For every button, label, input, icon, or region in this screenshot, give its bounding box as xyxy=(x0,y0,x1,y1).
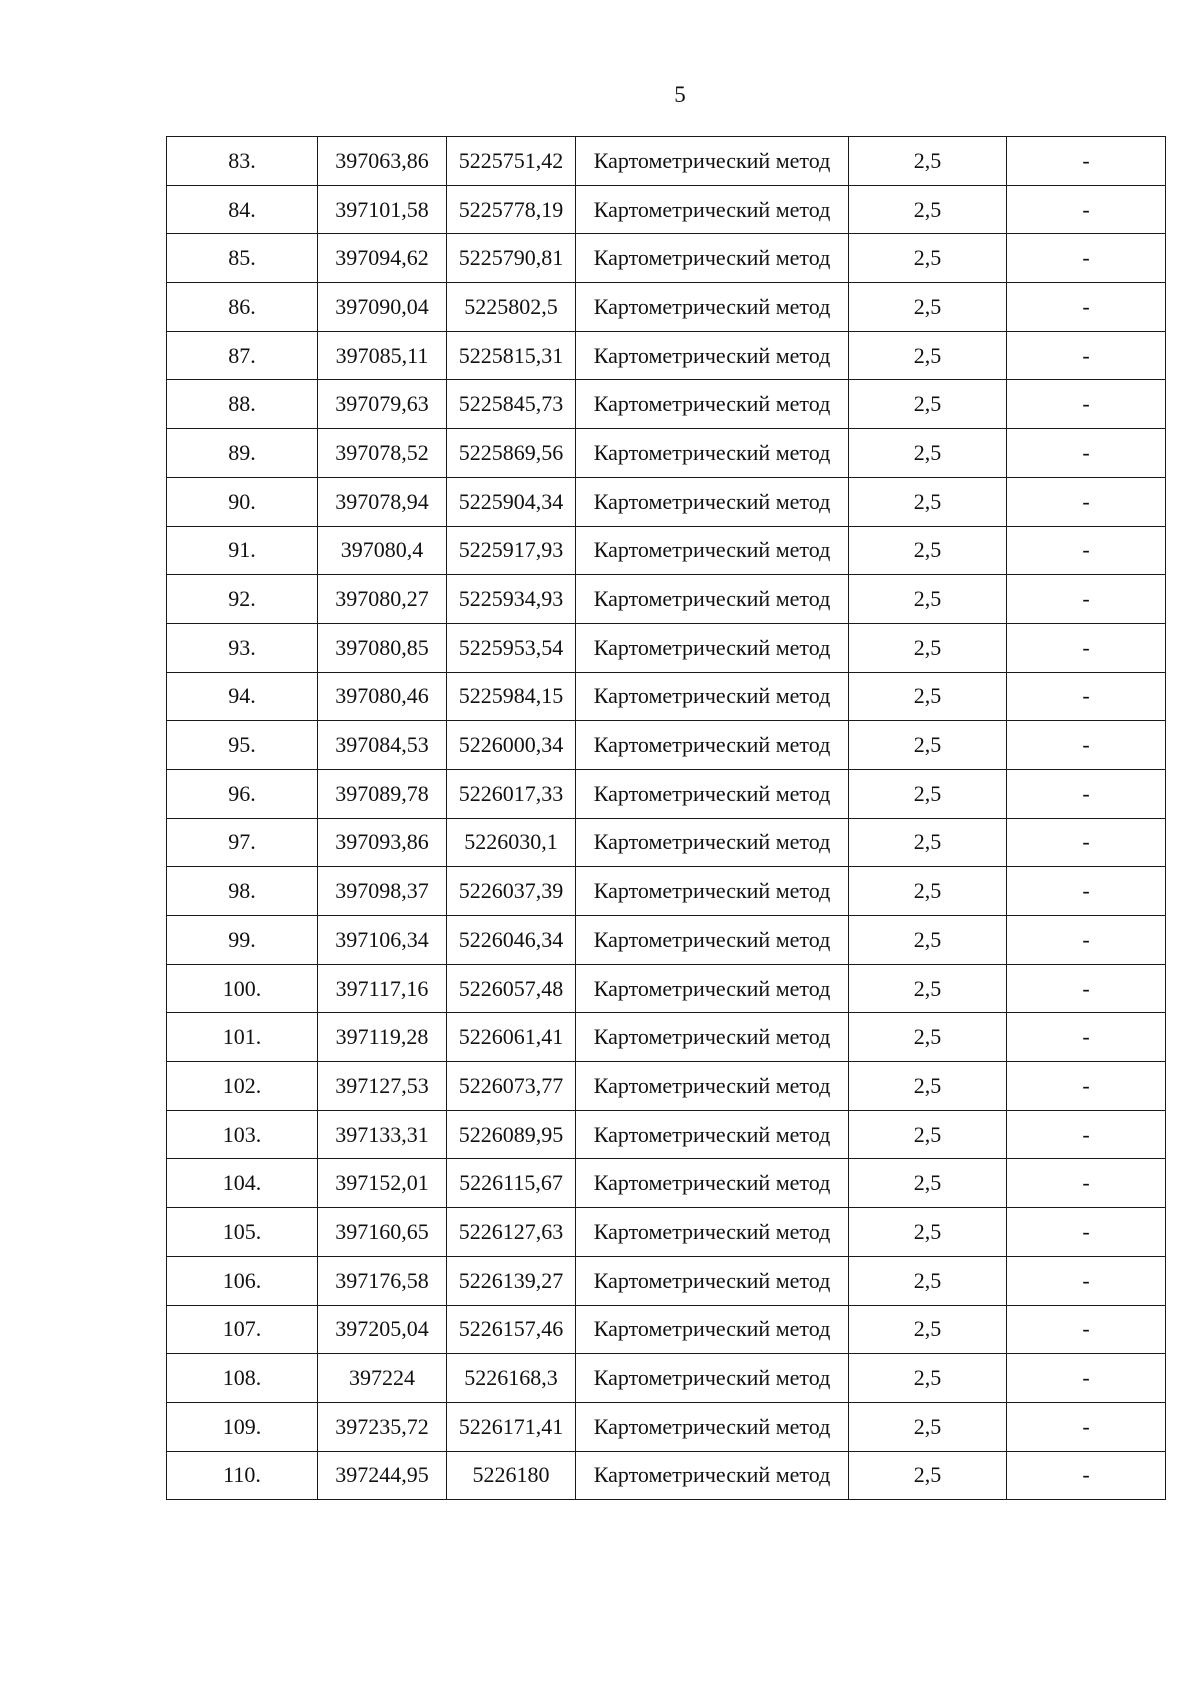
accuracy-cell: 2,5 xyxy=(849,916,1007,965)
method-cell: Картометрический метод xyxy=(576,721,849,770)
point-number-cell: 104. xyxy=(167,1159,318,1208)
method-cell: Картометрический метод xyxy=(576,575,849,624)
point-number-cell: 99. xyxy=(167,916,318,965)
note-cell: - xyxy=(1007,672,1166,721)
point-number-cell: 109. xyxy=(167,1402,318,1451)
method-cell: Картометрический метод xyxy=(576,769,849,818)
coordinates-table-body xyxy=(167,137,1166,1500)
x-coordinate-cell: 397080,85 xyxy=(318,623,447,672)
method-cell: Картометрический метод xyxy=(576,283,849,332)
table-row xyxy=(167,769,1166,818)
y-coordinate-cell: 5226037,39 xyxy=(447,867,576,916)
y-coordinate-cell: 5225869,56 xyxy=(447,429,576,478)
accuracy-cell: 2,5 xyxy=(849,331,1007,380)
note-cell: - xyxy=(1007,1013,1166,1062)
x-coordinate-cell: 397089,78 xyxy=(318,769,447,818)
accuracy-cell: 2,5 xyxy=(849,964,1007,1013)
table-row xyxy=(167,1013,1166,1062)
note-cell: - xyxy=(1007,818,1166,867)
x-coordinate-cell: 397244,95 xyxy=(318,1451,447,1500)
coordinates-table xyxy=(166,136,1166,1500)
x-coordinate-cell: 397078,52 xyxy=(318,429,447,478)
point-number-cell: 84. xyxy=(167,185,318,234)
y-coordinate-cell: 5226139,27 xyxy=(447,1256,576,1305)
method-cell: Картометрический метод xyxy=(576,1159,849,1208)
x-coordinate-cell: 397090,04 xyxy=(318,283,447,332)
y-coordinate-cell: 5226127,63 xyxy=(447,1208,576,1257)
x-coordinate-cell: 397085,11 xyxy=(318,331,447,380)
y-coordinate-cell: 5226017,33 xyxy=(447,769,576,818)
method-cell: Картометрический метод xyxy=(576,964,849,1013)
y-coordinate-cell: 5225815,31 xyxy=(447,331,576,380)
x-coordinate-cell: 397117,16 xyxy=(318,964,447,1013)
point-number-cell: 87. xyxy=(167,331,318,380)
point-number-cell: 107. xyxy=(167,1305,318,1354)
x-coordinate-cell: 397224 xyxy=(318,1354,447,1403)
accuracy-cell: 2,5 xyxy=(849,1256,1007,1305)
y-coordinate-cell: 5226061,41 xyxy=(447,1013,576,1062)
accuracy-cell: 2,5 xyxy=(849,477,1007,526)
table-row xyxy=(167,137,1166,186)
accuracy-cell: 2,5 xyxy=(849,1110,1007,1159)
method-cell: Картометрический метод xyxy=(576,137,849,186)
y-coordinate-cell: 5226180 xyxy=(447,1451,576,1500)
point-number-cell: 89. xyxy=(167,429,318,478)
accuracy-cell: 2,5 xyxy=(849,1208,1007,1257)
table-row xyxy=(167,380,1166,429)
x-coordinate-cell: 397080,4 xyxy=(318,526,447,575)
method-cell: Картометрический метод xyxy=(576,1256,849,1305)
table-row xyxy=(167,1208,1166,1257)
table-row xyxy=(167,234,1166,283)
x-coordinate-cell: 397119,28 xyxy=(318,1013,447,1062)
accuracy-cell: 2,5 xyxy=(849,1354,1007,1403)
table-row xyxy=(167,283,1166,332)
method-cell: Картометрический метод xyxy=(576,1062,849,1111)
point-number-cell: 103. xyxy=(167,1110,318,1159)
x-coordinate-cell: 397094,62 xyxy=(318,234,447,283)
table-row xyxy=(167,1402,1166,1451)
y-coordinate-cell: 5226115,67 xyxy=(447,1159,576,1208)
y-coordinate-cell: 5225845,73 xyxy=(447,380,576,429)
accuracy-cell: 2,5 xyxy=(849,672,1007,721)
point-number-cell: 102. xyxy=(167,1062,318,1111)
y-coordinate-cell: 5226073,77 xyxy=(447,1062,576,1111)
table-row xyxy=(167,185,1166,234)
point-number-cell: 91. xyxy=(167,526,318,575)
accuracy-cell: 2,5 xyxy=(849,575,1007,624)
y-coordinate-cell: 5226168,3 xyxy=(447,1354,576,1403)
method-cell: Картометрический метод xyxy=(576,1451,849,1500)
accuracy-cell: 2,5 xyxy=(849,234,1007,283)
point-number-cell: 108. xyxy=(167,1354,318,1403)
note-cell: - xyxy=(1007,916,1166,965)
point-number-cell: 90. xyxy=(167,477,318,526)
note-cell: - xyxy=(1007,1402,1166,1451)
y-coordinate-cell: 5225751,42 xyxy=(447,137,576,186)
point-number-cell: 101. xyxy=(167,1013,318,1062)
y-coordinate-cell: 5225904,34 xyxy=(447,477,576,526)
point-number-cell: 100. xyxy=(167,964,318,1013)
y-coordinate-cell: 5226089,95 xyxy=(447,1110,576,1159)
note-cell: - xyxy=(1007,526,1166,575)
method-cell: Картометрический метод xyxy=(576,1402,849,1451)
x-coordinate-cell: 397084,53 xyxy=(318,721,447,770)
note-cell: - xyxy=(1007,1256,1166,1305)
y-coordinate-cell: 5226000,34 xyxy=(447,721,576,770)
method-cell: Картометрический метод xyxy=(576,234,849,283)
note-cell: - xyxy=(1007,477,1166,526)
accuracy-cell: 2,5 xyxy=(849,1013,1007,1062)
y-coordinate-cell: 5225790,81 xyxy=(447,234,576,283)
accuracy-cell: 2,5 xyxy=(849,721,1007,770)
accuracy-cell: 2,5 xyxy=(849,185,1007,234)
table-row xyxy=(167,1256,1166,1305)
note-cell: - xyxy=(1007,234,1166,283)
note-cell: - xyxy=(1007,1354,1166,1403)
method-cell: Картометрический метод xyxy=(576,1208,849,1257)
method-cell: Картометрический метод xyxy=(576,867,849,916)
table-row xyxy=(167,916,1166,965)
y-coordinate-cell: 5226171,41 xyxy=(447,1402,576,1451)
note-cell: - xyxy=(1007,575,1166,624)
page-number: 5 xyxy=(674,82,686,107)
y-coordinate-cell: 5226157,46 xyxy=(447,1305,576,1354)
x-coordinate-cell: 397106,34 xyxy=(318,916,447,965)
table-row xyxy=(167,964,1166,1013)
y-coordinate-cell: 5225984,15 xyxy=(447,672,576,721)
table-row xyxy=(167,818,1166,867)
accuracy-cell: 2,5 xyxy=(849,867,1007,916)
accuracy-cell: 2,5 xyxy=(849,1159,1007,1208)
x-coordinate-cell: 397133,31 xyxy=(318,1110,447,1159)
accuracy-cell: 2,5 xyxy=(849,1062,1007,1111)
method-cell: Картометрический метод xyxy=(576,526,849,575)
accuracy-cell: 2,5 xyxy=(849,1402,1007,1451)
point-number-cell: 95. xyxy=(167,721,318,770)
y-coordinate-cell: 5225917,93 xyxy=(447,526,576,575)
point-number-cell: 83. xyxy=(167,137,318,186)
note-cell: - xyxy=(1007,380,1166,429)
table-row xyxy=(167,1305,1166,1354)
x-coordinate-cell: 397127,53 xyxy=(318,1062,447,1111)
note-cell: - xyxy=(1007,1305,1166,1354)
method-cell: Картометрический метод xyxy=(576,672,849,721)
table-row xyxy=(167,1110,1166,1159)
x-coordinate-cell: 397152,01 xyxy=(318,1159,447,1208)
method-cell: Картометрический метод xyxy=(576,1354,849,1403)
point-number-cell: 85. xyxy=(167,234,318,283)
table-row xyxy=(167,1451,1166,1500)
y-coordinate-cell: 5226046,34 xyxy=(447,916,576,965)
x-coordinate-cell: 397079,63 xyxy=(318,380,447,429)
note-cell: - xyxy=(1007,1062,1166,1111)
accuracy-cell: 2,5 xyxy=(849,769,1007,818)
x-coordinate-cell: 397063,86 xyxy=(318,137,447,186)
table-row xyxy=(167,1062,1166,1111)
note-cell: - xyxy=(1007,137,1166,186)
note-cell: - xyxy=(1007,283,1166,332)
x-coordinate-cell: 397080,46 xyxy=(318,672,447,721)
y-coordinate-cell: 5225934,93 xyxy=(447,575,576,624)
method-cell: Картометрический метод xyxy=(576,185,849,234)
method-cell: Картометрический метод xyxy=(576,818,849,867)
note-cell: - xyxy=(1007,623,1166,672)
table-row xyxy=(167,429,1166,478)
point-number-cell: 86. xyxy=(167,283,318,332)
accuracy-cell: 2,5 xyxy=(849,283,1007,332)
table-row xyxy=(167,867,1166,916)
table-row xyxy=(167,477,1166,526)
point-number-cell: 96. xyxy=(167,769,318,818)
x-coordinate-cell: 397160,65 xyxy=(318,1208,447,1257)
note-cell: - xyxy=(1007,1451,1166,1500)
table-row xyxy=(167,672,1166,721)
table-row xyxy=(167,1159,1166,1208)
y-coordinate-cell: 5225953,54 xyxy=(447,623,576,672)
method-cell: Картометрический метод xyxy=(576,331,849,380)
note-cell: - xyxy=(1007,721,1166,770)
point-number-cell: 97. xyxy=(167,818,318,867)
note-cell: - xyxy=(1007,867,1166,916)
method-cell: Картометрический метод xyxy=(576,623,849,672)
note-cell: - xyxy=(1007,331,1166,380)
accuracy-cell: 2,5 xyxy=(849,526,1007,575)
table-row xyxy=(167,721,1166,770)
point-number-cell: 94. xyxy=(167,672,318,721)
x-coordinate-cell: 397101,58 xyxy=(318,185,447,234)
point-number-cell: 105. xyxy=(167,1208,318,1257)
y-coordinate-cell: 5226057,48 xyxy=(447,964,576,1013)
method-cell: Картометрический метод xyxy=(576,1305,849,1354)
method-cell: Картометрический метод xyxy=(576,477,849,526)
note-cell: - xyxy=(1007,769,1166,818)
method-cell: Картометрический метод xyxy=(576,429,849,478)
point-number-cell: 110. xyxy=(167,1451,318,1500)
note-cell: - xyxy=(1007,1208,1166,1257)
y-coordinate-cell: 5225778,19 xyxy=(447,185,576,234)
method-cell: Картометрический метод xyxy=(576,1013,849,1062)
table-row xyxy=(167,526,1166,575)
note-cell: - xyxy=(1007,1159,1166,1208)
note-cell: - xyxy=(1007,964,1166,1013)
point-number-cell: 92. xyxy=(167,575,318,624)
accuracy-cell: 2,5 xyxy=(849,380,1007,429)
accuracy-cell: 2,5 xyxy=(849,1451,1007,1500)
note-cell: - xyxy=(1007,429,1166,478)
y-coordinate-cell: 5226030,1 xyxy=(447,818,576,867)
method-cell: Картометрический метод xyxy=(576,380,849,429)
point-number-cell: 93. xyxy=(167,623,318,672)
table-row xyxy=(167,575,1166,624)
point-number-cell: 106. xyxy=(167,1256,318,1305)
note-cell: - xyxy=(1007,185,1166,234)
x-coordinate-cell: 397093,86 xyxy=(318,818,447,867)
table-row xyxy=(167,1354,1166,1403)
note-cell: - xyxy=(1007,1110,1166,1159)
x-coordinate-cell: 397098,37 xyxy=(318,867,447,916)
method-cell: Картометрический метод xyxy=(576,1110,849,1159)
accuracy-cell: 2,5 xyxy=(849,818,1007,867)
x-coordinate-cell: 397176,58 xyxy=(318,1256,447,1305)
table-row xyxy=(167,331,1166,380)
point-number-cell: 88. xyxy=(167,380,318,429)
y-coordinate-cell: 5225802,5 xyxy=(447,283,576,332)
accuracy-cell: 2,5 xyxy=(849,137,1007,186)
accuracy-cell: 2,5 xyxy=(849,429,1007,478)
x-coordinate-cell: 397205,04 xyxy=(318,1305,447,1354)
x-coordinate-cell: 397078,94 xyxy=(318,477,447,526)
accuracy-cell: 2,5 xyxy=(849,1305,1007,1354)
point-number-cell: 98. xyxy=(167,867,318,916)
accuracy-cell: 2,5 xyxy=(849,623,1007,672)
method-cell: Картометрический метод xyxy=(576,916,849,965)
table-row xyxy=(167,623,1166,672)
x-coordinate-cell: 397080,27 xyxy=(318,575,447,624)
x-coordinate-cell: 397235,72 xyxy=(318,1402,447,1451)
